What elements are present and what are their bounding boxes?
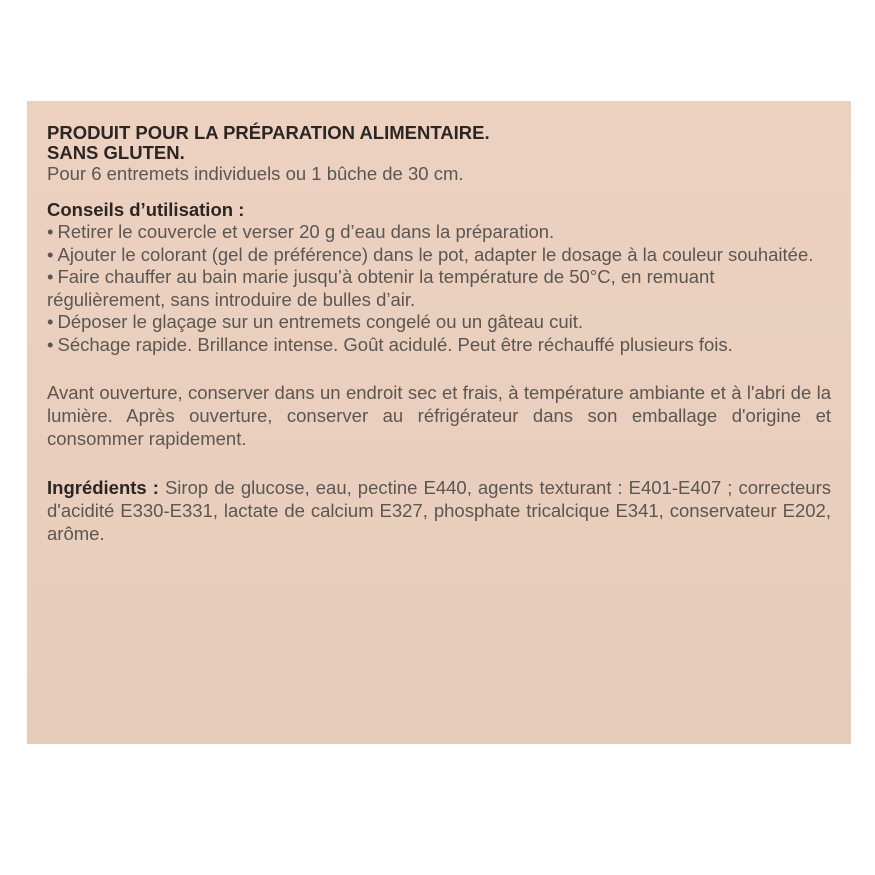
ingredients-label: Ingrédients :: [47, 477, 159, 498]
usage-tip: [47, 311, 831, 334]
bullet-icon: •: [47, 311, 54, 332]
usage-tip-text: Déposer le glaçage sur un entremets congelé ou un gâteau cuit.: [57, 311, 584, 332]
bullet-icon: •: [47, 333, 54, 355]
usage-tip-text: Faire chauffer au bain marie jusqu’à obtenir la température de 50°C, en remuant régulièrement, sans introduire de bulles d’air.: [47, 266, 715, 310]
usage-tip: [47, 221, 831, 244]
usage-tip: [47, 244, 831, 267]
bullet-icon: •: [47, 243, 54, 265]
usage-tips-heading: Conseils d’utilisation :: [47, 199, 245, 220]
bullet-icon: •: [47, 221, 54, 242]
ingredients-text: Sirop de glucose, eau, pectine E440, agents texturant : E401-E407 ; correcteurs d'acidité E330-E331, lactate de calcium E327, phosphate tricalcique E341, conservateur E202, arôme.: [47, 477, 831, 544]
ingredients-paragraph: [47, 476, 831, 545]
usage-tip: [47, 266, 831, 311]
product-label: [27, 101, 851, 744]
usage-tips-list: [47, 221, 831, 356]
product-title-line-1: PRODUIT POUR LA PRÉPARATION ALIMENTAIRE.: [47, 122, 490, 143]
portion-info: Pour 6 entremets individuels ou 1 bûche de 30 cm.: [47, 163, 464, 184]
bullet-icon: •: [47, 266, 54, 287]
usage-tip: [47, 334, 831, 357]
product-title-line-2: SANS GLUTEN.: [47, 142, 185, 163]
usage-tip-text: Retirer le couvercle et verser 20 g d’eau dans la préparation.: [57, 221, 555, 242]
usage-tip-text: Ajouter le colorant (gel de préférence) dans le pot, adapter le dosage à la couleur souhaitée.: [57, 243, 814, 265]
storage-instructions: Avant ouverture, conserver dans un endroit sec et frais, à température ambiante et à l'abri de la lumière. Après ouverture, conserver au réfrigérateur dans son emballage d'origine et consommer rapidement.: [47, 382, 831, 449]
usage-tip-text: Séchage rapide. Brillance intense. Goût acidulé. Peut être réchauffé plusieurs fois.: [57, 333, 733, 355]
